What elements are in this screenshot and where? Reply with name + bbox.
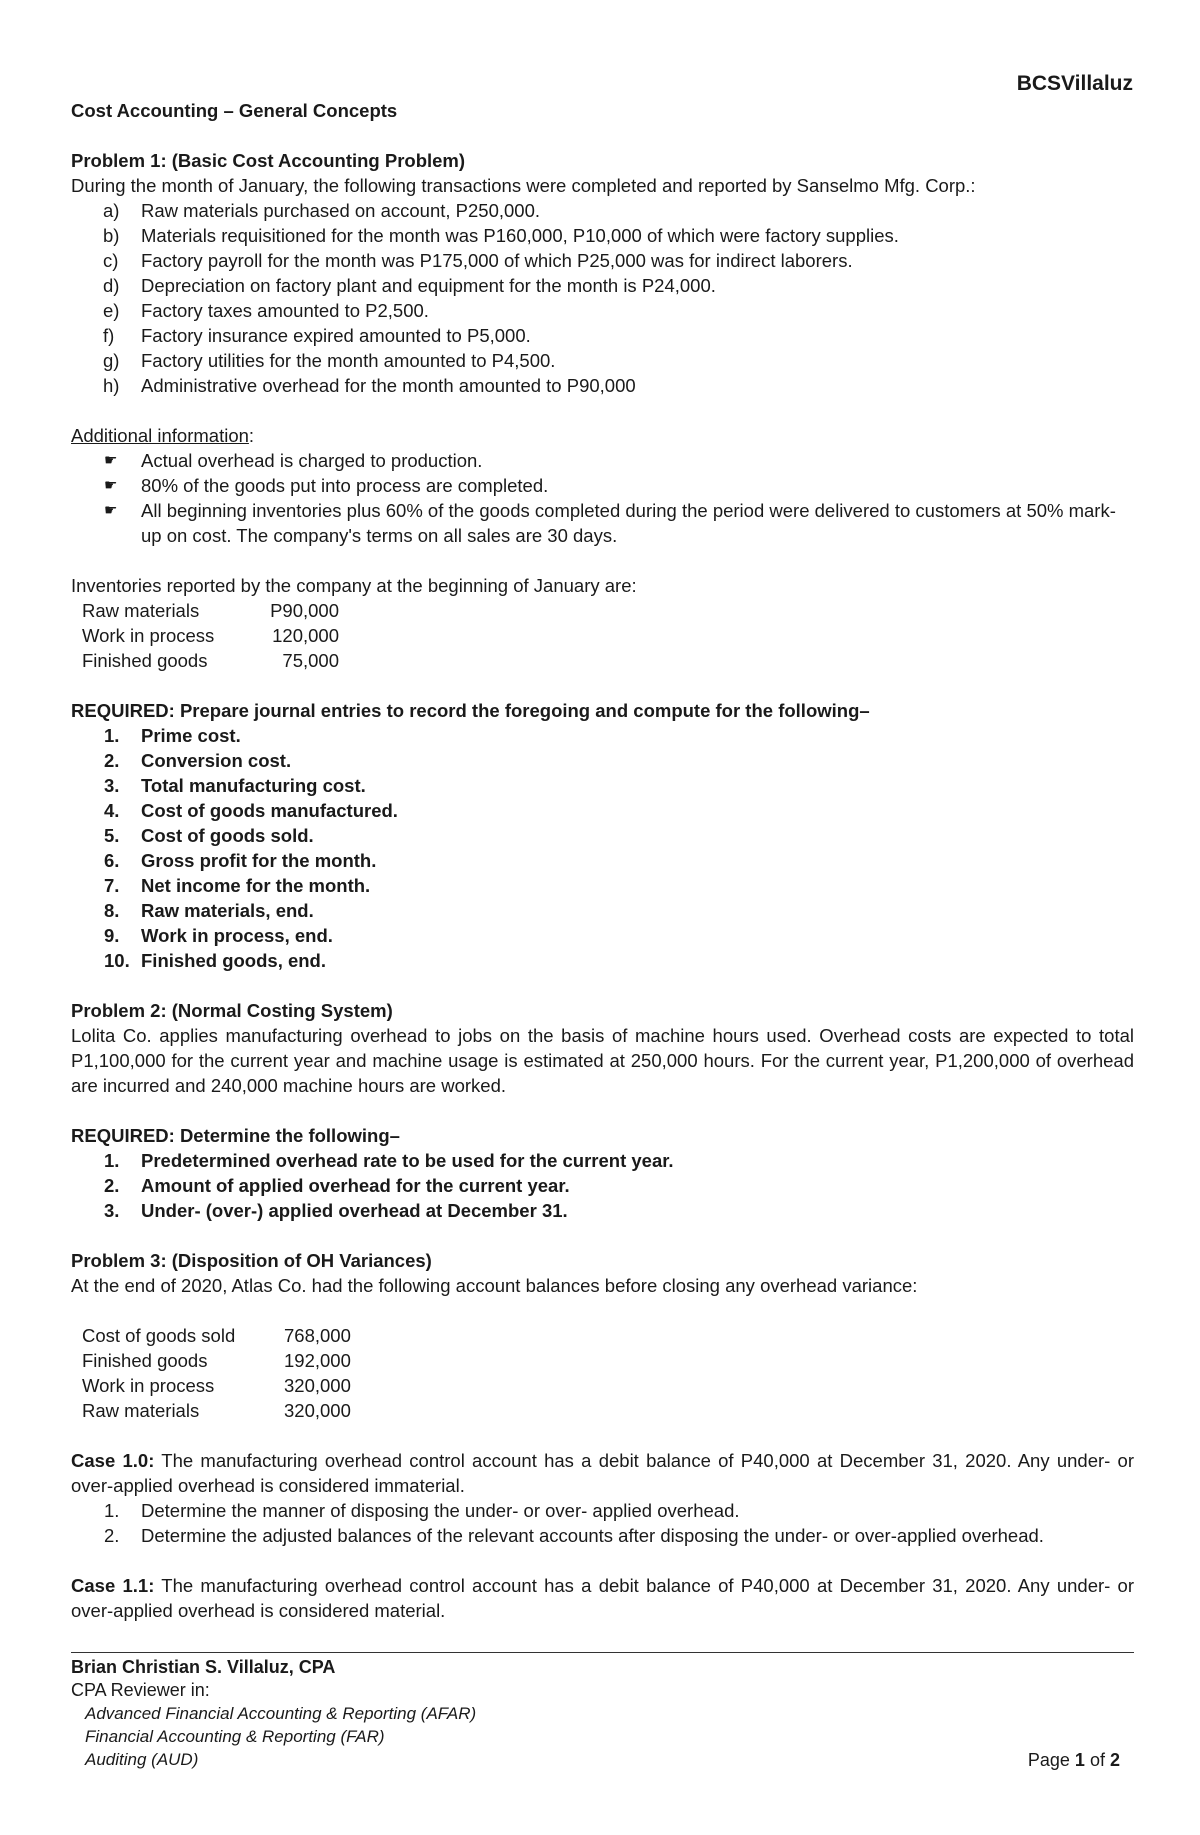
list-item: 3. Under- (over-) applied overhead at December 31. <box>104 1200 568 1221</box>
list-item: 2. Amount of applied overhead for the current year. <box>104 1175 570 1196</box>
table-row: Work in process 120,000 <box>82 625 339 646</box>
problem-1-required-list <box>71 723 1134 973</box>
list-item: 9. Work in process, end. <box>104 925 333 946</box>
problem-1-title: Problem 1: (Basic Cost Accounting Problem) <box>71 150 466 171</box>
problem-2-required-title: REQUIRED: Determine the following– <box>71 1125 400 1146</box>
table-row: Work in process 320,000 <box>82 1375 351 1396</box>
list-item: 3. Total manufacturing cost. <box>104 775 366 796</box>
problem-3-intro: At the end of 2020, Atlas Co. had the following account balances before closing any overhead variance: <box>71 1275 918 1296</box>
list-item: 1. Predetermined overhead rate to be used for the current year. <box>104 1150 674 1171</box>
list-item: f) Factory insurance expired amounted to P5,000. <box>103 325 531 346</box>
table-row: Finished goods 75,000 <box>82 650 339 671</box>
footer-author-name: Brian Christian S. Villaluz, CPA <box>71 1657 336 1677</box>
case-1-0: Case 1.0: The manufacturing overhead control account has a debit balance of P40,000 at December 31, 2020. Any under- or over-applied overhead is considered immaterial. <box>71 1450 1135 1496</box>
case-1-1: Case 1.1: The manufacturing overhead control account has a debit balance of P40,000 at December 31, 2020. Any under- or over-applied overhead is considered material. <box>71 1575 1135 1621</box>
additional-information-list <box>71 448 1134 548</box>
footer-role: CPA Reviewer in: <box>71 1680 210 1700</box>
table-row: Finished goods 192,000 <box>82 1350 351 1371</box>
list-item: 1. Prime cost. <box>104 725 241 746</box>
table-row: Raw materials 320,000 <box>82 1400 351 1421</box>
list-item: a) Raw materials purchased on account, P250,000. <box>103 200 541 221</box>
table-row: Raw materials P90,000 <box>82 600 339 621</box>
problem-2-body: Lolita Co. applies manufacturing overhead to jobs on the basis of machine hours used. Overhead costs are expected to total P1,100,000 for the current year and machine usage is estimated at 250,000 hours. For the current year, P1,200,000 of overhead are incurred and 240,000 machine hours are worked. <box>71 1025 1134 1096</box>
footer-subject: Advanced Financial Accounting & Reporting (AFAR) <box>85 1704 477 1723</box>
list-item: 8. Raw materials, end. <box>104 900 314 921</box>
list-item: 2. Determine the adjusted balances of the relevant accounts after disposing the under- or over-applied overhead. <box>104 1525 1044 1546</box>
problem-1-transactions <box>71 198 1134 398</box>
list-item: 10. Finished goods, end. <box>104 950 326 971</box>
list-item: 5. Cost of goods sold. <box>104 825 314 846</box>
problem-2-required-list <box>71 1148 1134 1223</box>
author-tag: BCSVillaluz <box>1016 72 1133 95</box>
table-row: Cost of goods sold 768,000 <box>82 1325 351 1346</box>
list-item: c) Factory payroll for the month was P175,000 of which P25,000 was for indirect laborers. <box>103 250 853 271</box>
footer <box>71 1656 476 1771</box>
problem-1-required-title: REQUIRED: Prepare journal entries to record the foregoing and compute for the following– <box>71 700 870 721</box>
list-item: 7. Net income for the month. <box>104 875 371 896</box>
list-item: g) Factory utilities for the month amounted to P4,500. <box>103 350 556 371</box>
list-item: ☛ All beginning inventories plus 60% of the goods completed during the period were delivered to customers at 50% mark-up on cost. The company's terms on all sales are 30 days. <box>104 500 1116 546</box>
pointing-hand-icon: ☛ <box>104 477 118 494</box>
footer-subject: Financial Accounting & Reporting (FAR) <box>85 1727 385 1746</box>
additional-information-label: Additional information: <box>71 425 255 446</box>
pointing-hand-icon: ☛ <box>104 502 118 519</box>
list-item: 1. Determine the manner of disposing the under- or over- applied overhead. <box>104 1500 740 1521</box>
pointing-hand-icon: ☛ <box>104 452 118 469</box>
inventories-table <box>71 598 1134 673</box>
list-item: b) Materials requisitioned for the month was P160,000, P10,000 of which were factory supplies. <box>103 225 899 246</box>
list-item: e) Factory taxes amounted to P2,500. <box>103 300 429 321</box>
page-number: Page 1 of 2 <box>1027 1750 1120 1770</box>
list-item: h) Administrative overhead for the month amounted to P90,000 <box>103 375 636 396</box>
problem-2-title: Problem 2: (Normal Costing System) <box>71 1000 393 1021</box>
problem-3-title: Problem 3: (Disposition of OH Variances) <box>71 1250 432 1271</box>
list-item: ☛ 80% of the goods put into process are completed. <box>104 475 549 496</box>
case-1-0-list <box>71 1498 1134 1548</box>
document-body <box>71 98 1134 1623</box>
list-item: ☛ Actual overhead is charged to production. <box>104 450 483 471</box>
footer-subject: Auditing (AUD) <box>85 1750 199 1769</box>
problem-1-intro: During the month of January, the following transactions were completed and reported by Sanselmo Mfg. Corp.: <box>71 175 976 196</box>
footer-divider <box>71 1652 1134 1653</box>
account-balances-table <box>71 1323 1134 1423</box>
list-item: 6. Gross profit for the month. <box>104 850 377 871</box>
inventories-intro: Inventories reported by the company at the beginning of January are: <box>71 575 637 596</box>
list-item: 2. Conversion cost. <box>104 750 292 771</box>
document-title: Cost Accounting – General Concepts <box>71 100 398 121</box>
list-item: 4. Cost of goods manufactured. <box>104 800 398 821</box>
list-item: d) Depreciation on factory plant and equipment for the month is P24,000. <box>103 275 716 296</box>
